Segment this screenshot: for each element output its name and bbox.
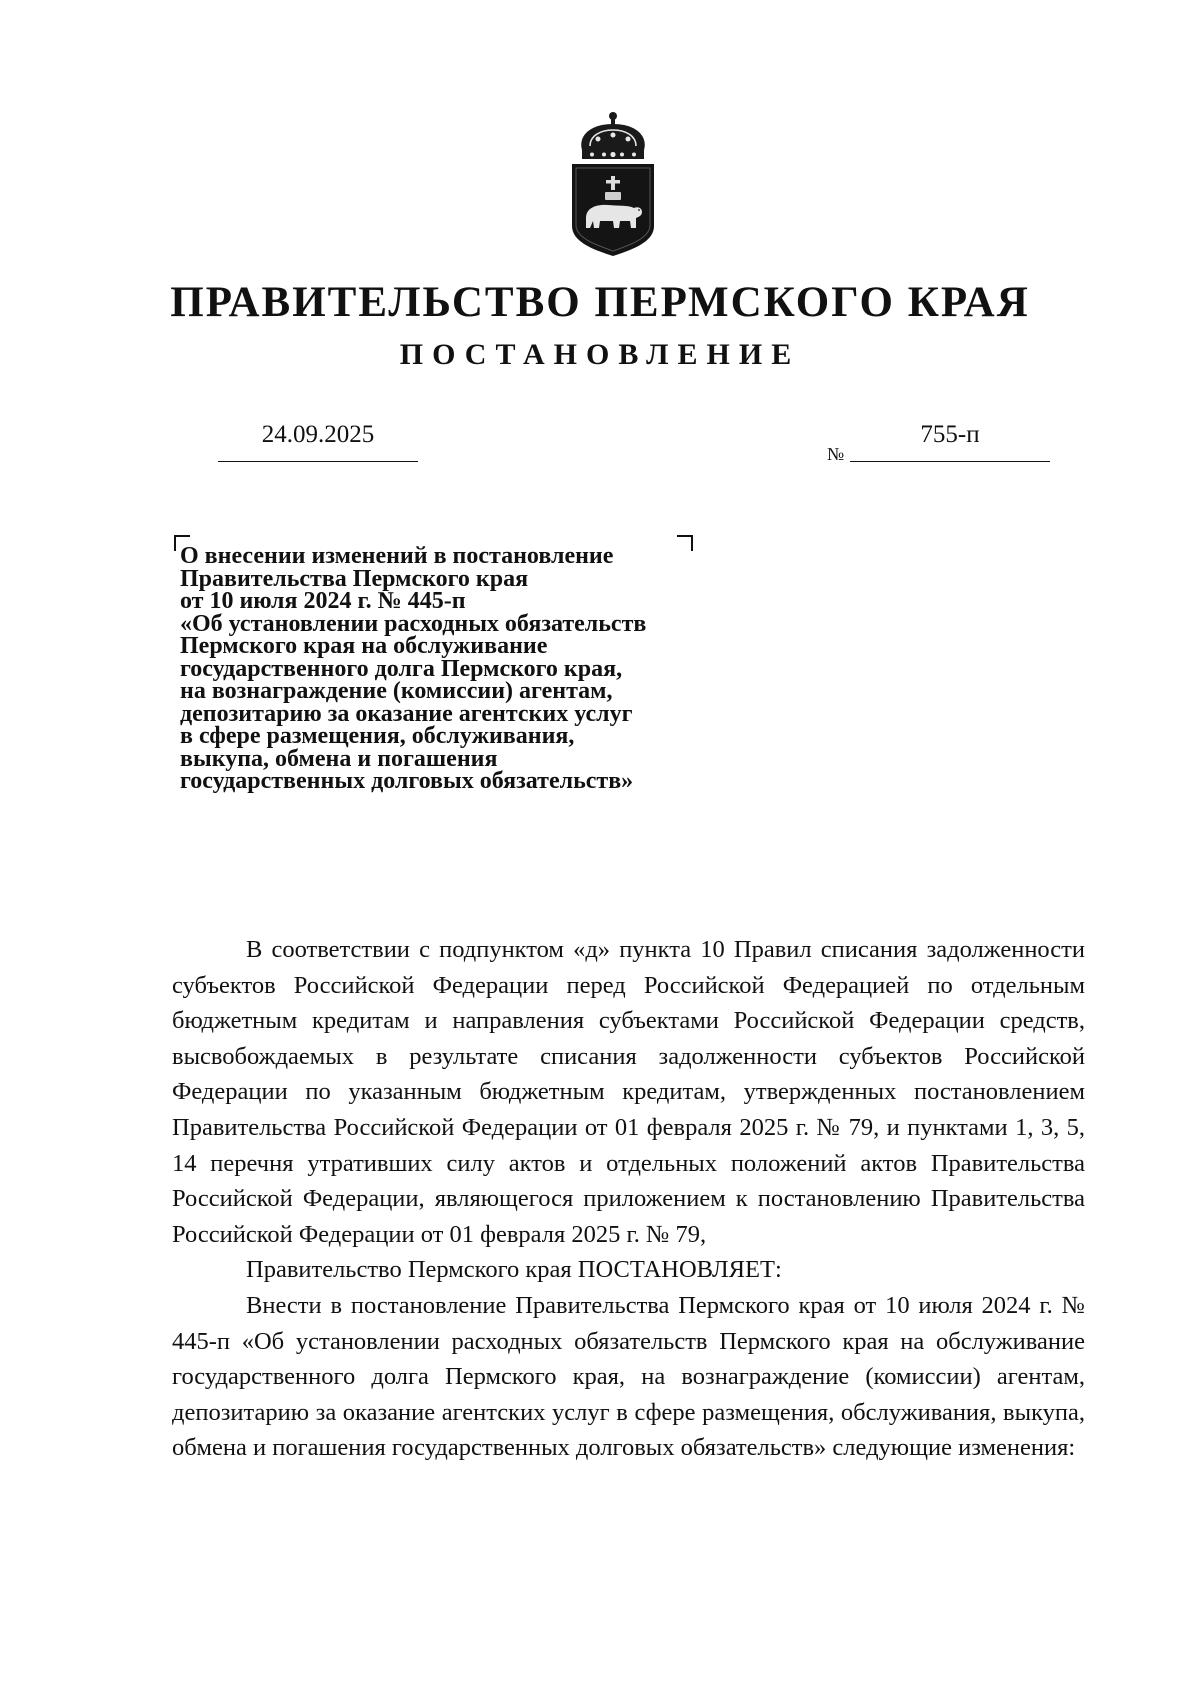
document-subject (180, 545, 780, 793)
subject-line: в сфере размещения, обслуживания, (180, 723, 575, 749)
subject-line: О внесении изменений в постановление (180, 543, 614, 569)
subject-line: «Об установлении расходных обязательств (180, 610, 647, 637)
number-underline (850, 461, 1050, 462)
subject-line: депозитарию за оказание агентских услуг (180, 700, 633, 727)
subject-line: государственного долга Пермского края, (180, 655, 623, 682)
body-paragraph-amendment: Внести в постановление Правительства Пермского края от 10 июля 2024 г. № 445-п «Об установлении расходных обязательств Пермского края на обслуживание государственного долга Пермского края, на вознаграждение (комиссии) агентам, депозитарию за оказание агентских услуг в сфере размещения, обслуживания, выкупа, обмена и погашения государственных долговых обязательств» следующие изменения: (172, 1291, 1085, 1462)
subject-line: Правительства Пермского края (180, 565, 529, 592)
body-paragraph-resolves: Правительство Пермского края ПОСТАНОВЛЯЕТ: (246, 1256, 782, 1284)
shield-icon (572, 164, 654, 256)
subject-line: от 10 июля 2024 г. № 445-п (180, 588, 466, 614)
document-date: 24.09.2025 (261, 421, 375, 448)
subject-line: на вознаграждение (комиссии) агентам, (180, 678, 613, 704)
crown-icon (581, 112, 645, 159)
subject-line: государственных долговых обязательств» (180, 768, 634, 794)
coat-of-arms-emblem (568, 110, 658, 260)
number-sign: № (827, 444, 845, 464)
document-body (172, 932, 1085, 1466)
government-title: ПРАВИТЕЛЬСТВО ПЕРМСКОГО КРАЯ (170, 279, 1030, 326)
body-paragraph-preamble: В соответствии с подпунктом «д» пункта 10 Правил списания задолженности субъектов Российской Федерации перед Российской Федерацией по отдельным бюджетным кредитам и направления субъектами Российской Федерации средств, высвобождаемых в результате списания задолженности субъектов Российской Федерации по указанным бюджетным кредитам, утвержденных постановлением Правительства Российской Федерации от 01 февраля 2025 г. № 79, и пунктами 1, 3, 5, 14 перечня утративших силу актов и отдельных положений актов Правительства Российской Федерации, являющегося приложением к постановлению Правительства Российской Федерации от 01 февраля 2025 г. № 79, (172, 936, 1085, 1248)
document-number: 755-п (920, 421, 980, 448)
subject-line: Пермского края на обслуживание (180, 633, 548, 659)
subject-line: выкупа, обмена и погашения (180, 745, 498, 772)
date-underline (218, 461, 418, 462)
document-type: ПОСТАНОВЛЕНИЕ (399, 338, 801, 371)
